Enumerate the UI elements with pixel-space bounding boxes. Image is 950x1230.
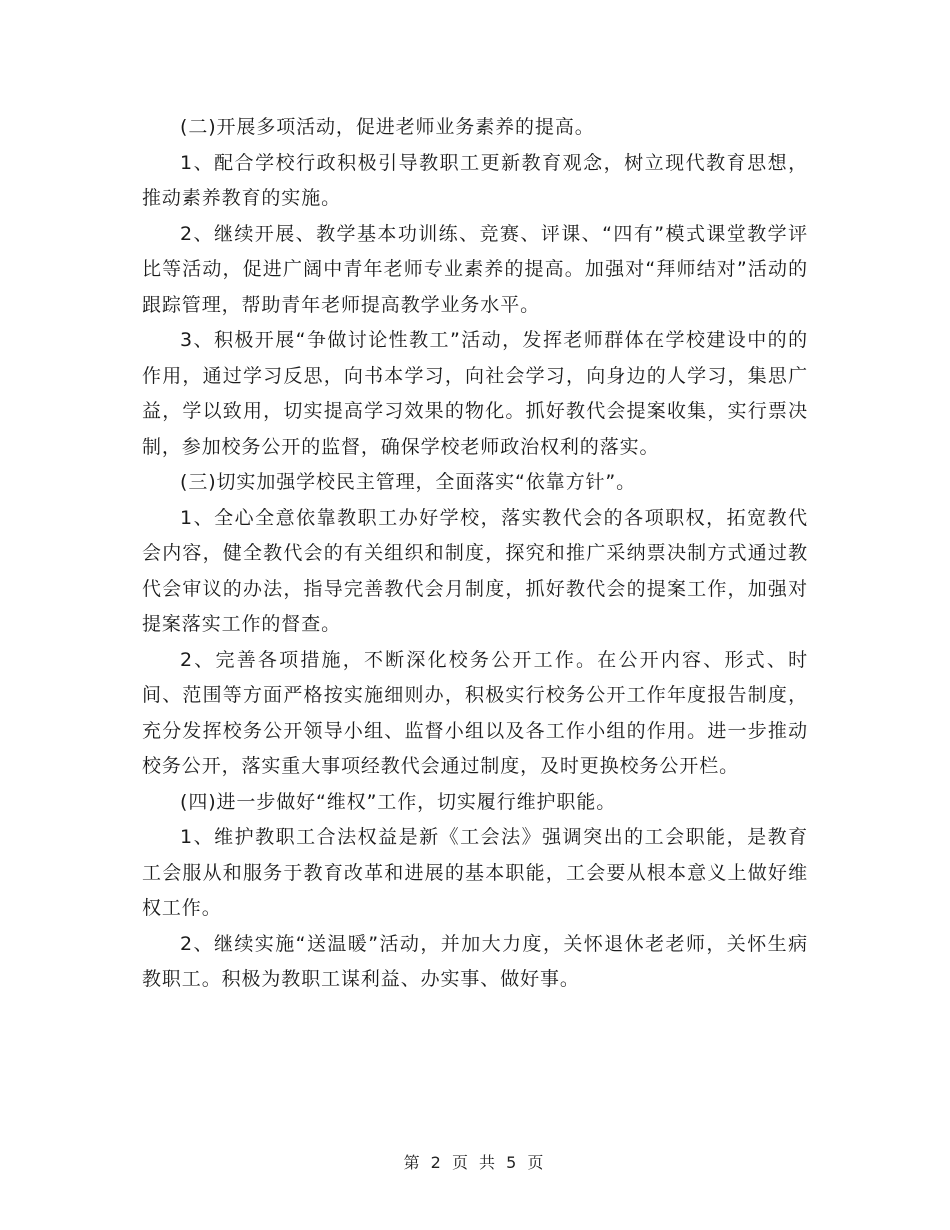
- paragraph: 2、完善各项措施，不断深化校务公开工作。在公开内容、形式、时间、范围等方面严格按实施细则办，积极实行校务公开工作年度报告制度，充分发挥校务公开领导小组、监督小组以及各工作小组的作用。进一步推动校务公开，落实重大事项经教代会通过制度，及时更换校务公开栏。: [142, 648, 808, 777]
- section-heading-3: (三)切实加强学校民主管理，全面落实“依靠方针”。: [180, 471, 637, 493]
- paragraph: 1、配合学校行政积极引导教职工更新教育观念，树立现代教育思想，推动素养教育的实施。: [142, 151, 808, 209]
- paragraph: 2、继续开展、教学基本功训练、竞赛、评课、“四有”模式课堂教学评比等活动，促进广阔中青年老师专业素养的提高。加强对“拜师结对”活动的跟踪管理，帮助青年老师提高教学业务水平。: [142, 222, 808, 316]
- paragraph: 2、继续实施“送温暖”活动，并加大力度，关怀退休老老师，关怀生病教职工。积极为教职工谋利益、办实事、做好事。: [142, 932, 808, 990]
- paragraph: 1、维护教职工合法权益是新《工会法》强调突出的工会职能，是教育工会服从和服务于教育改革和进展的基本职能，工会要从根本意义上做好维权工作。: [142, 826, 808, 919]
- section-heading-4: (四)进一步做好“维权”工作，切实履行维护职能。: [180, 790, 617, 813]
- paragraph: 3、积极开展“争做讨论性教工”活动，发挥老师群体在学校建设中的的作用，通过学习反思，向书本学习，向社会学习，向身边的人学习，集思广益，学以致用，切实提高学习效果的物化。抓好教代会提案收集，实行票决制，参加校务公开的监督，确保学校老师政治权利的落实。: [142, 329, 808, 458]
- section-heading-2: (二)开展多项活动，促进老师业务素养的提高。: [180, 116, 595, 138]
- page-number-footer: 第 2 页 共 5 页: [403, 1153, 547, 1172]
- paragraph: 1、全心全意依靠教职工办好学校，落实教代会的各项职权，拓宽教代会内容，健全教代会的有关组织和制度，探究和推广采纳票决制方式通过教代会审议的办法，指导完善教代会月制度，抓好教代会的提案工作，加强对提案落实工作的督查。: [142, 506, 808, 635]
